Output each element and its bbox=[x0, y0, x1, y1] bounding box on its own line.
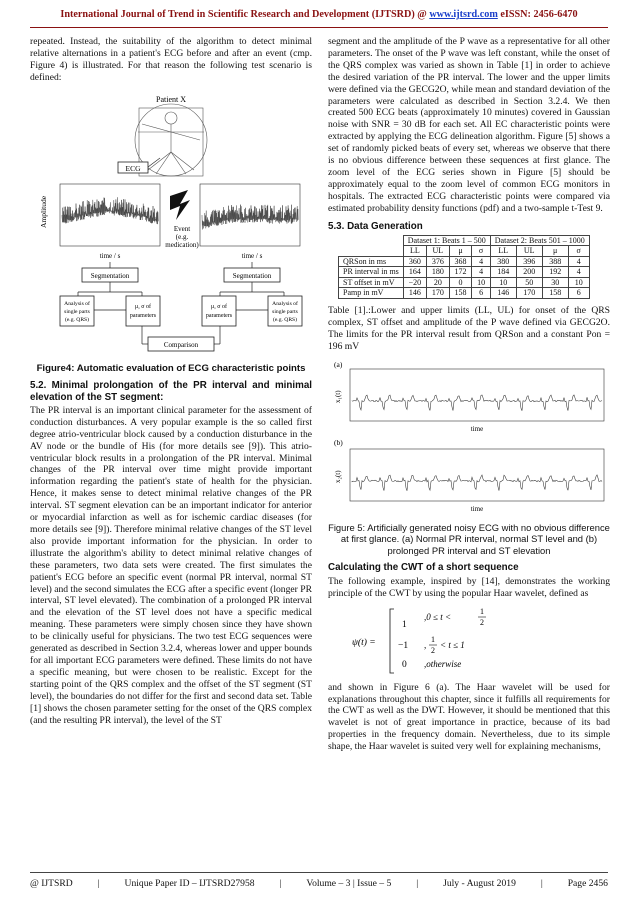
half-num-1: 1 bbox=[480, 606, 484, 616]
ecg-panel-b bbox=[350, 449, 604, 501]
lightning-icon bbox=[170, 190, 190, 220]
table-cell: 360 bbox=[403, 256, 426, 267]
table-row-label: Pamp in mV bbox=[339, 288, 404, 299]
table-cell: 170 bbox=[516, 288, 542, 299]
params-box-left bbox=[126, 296, 160, 326]
footer-rule bbox=[30, 872, 608, 873]
section-5-3-heading: 5.3. Data Generation bbox=[328, 220, 423, 232]
formula-cond-3: ,otherwise bbox=[424, 658, 462, 669]
table-group-2: Dataset 2: Beats 501 – 1000 bbox=[490, 235, 589, 246]
table-col-header: LL bbox=[490, 246, 516, 257]
right-paragraph-1: segment and the amplitude of the P wave as a representative for all other parameters. The onset of the P wave was left constant, while the onset of the QRS complex was varied as shown in Table [1] in order to achieve the desired variation of the PR interval. The lower and the upper limits were defined via the GECG2O, while mean and standard deviation of the parameters were calculated as described in Section 3.2.4. We then created 500 ECG beats (approximately 10 minutes) covered in Gaussian noise with SNR = 30 dB for each set. All EC characteristic points were extracted by applying the ECG delineation algorithm. Figure [5] shows a set of randomly picked beats of every set, whereas we observe that there is no obvious difference between these sequences at first glance. The zoom level of the ECG series shown in Figure [5] should be approximately equal to the zoom level of common ECG monitors in hospitals. The extracted ECG characteristic points were compared via estimated probability density functions (pdf) and a two-sample t-Test 9. bbox=[328, 36, 610, 214]
header-rule bbox=[30, 27, 608, 28]
formula-cond-1: ,0 ≤ t < bbox=[424, 611, 452, 622]
params-line1-right: μ, σ of bbox=[211, 303, 227, 310]
ecg-plot-before bbox=[60, 184, 160, 246]
table-col-header: μ bbox=[542, 246, 568, 257]
table-row-label: QRSon in ms bbox=[339, 256, 404, 267]
event-label: Event bbox=[173, 224, 191, 233]
table-col-header: UL bbox=[516, 246, 542, 257]
table-cell: 380 bbox=[490, 256, 516, 267]
table-cell: 368 bbox=[449, 256, 472, 267]
section-5-2-body: The PR interval is an important clinical parameter for the assessment of conduction disturbances. A very popular example is the so called first degree atrio-ventricular block caused by a conduction disturbance in the AV node or the bundle of His (for more details see [9]). This atrio-ventricular block results in a prolongation of the PR interval. Minimal changes of the PR interval over time might provide important information regarding the patient's state of health for the physician. Hence, it makes sense to detect minimal relative changes of the PR interval. ST segment elevation can be an important indicator for anterior or myocardial infarction as well as for ischemic cardiac diseases (for more details see [9]). Therefore minimal relative changes of the ST level also provide important information for the physician. In order to illustrate the algorithm's ability to detect minimal relative changes of these parameters, two data sets were created. The first simulates the patient's ECG before an specific event (normal PR interval, normal ST level) and the second simulates the ECG after a specific event (longer PR interval, ST level elevated). The combination of a prolonged PR interval and the elevation of the ST level does not have a specific medical meaning. These parameters were simply chosen since they have shown to be clinically useful for physicians. The two test ECG sequences were generated as described in Section 3.2.4, whereas lower and upper bounds for all important ECG parameters were defined. These limits do not have a specific meaning, but were chosen to be realistic. Except for the starting point of the QRS complex and the offset of the ST segment (ST level), the boundaries do not differ for the first and second data set. Table [1] shows the chosen parameter setting for the onset of the QRS complex (and the resulting PR interval), the level of the ST bbox=[30, 404, 312, 726]
running-header bbox=[0, 9, 638, 20]
half-den-1: 2 bbox=[480, 617, 484, 627]
panel-a-label: (a) bbox=[334, 359, 343, 369]
table-row-label: ST offset in mV bbox=[339, 277, 404, 288]
right-column bbox=[328, 36, 610, 753]
table-cell: 158 bbox=[542, 288, 568, 299]
table-cell: 184 bbox=[490, 267, 516, 278]
figure-5-caption: Figure 5: Artificially generated noisy ECG with no obvious difference at first glance. (a) Normal PR interval, normal ST level and (b) prolonged PR interval and ST elevation bbox=[328, 521, 610, 556]
table-header-row bbox=[339, 246, 590, 257]
table-cell: 396 bbox=[516, 256, 542, 267]
cwt-intro: The following example, inspired by [14], demonstrates the working principle of the CWT by using the popular Haar wavelet, defined as bbox=[328, 575, 610, 599]
table-col-header: μ bbox=[449, 246, 472, 257]
haar-formula-svg bbox=[328, 603, 610, 679]
table-cell: 0 bbox=[449, 277, 472, 288]
table-cell: 10 bbox=[490, 277, 516, 288]
table-cell: 6 bbox=[472, 288, 490, 299]
footer-sep: | bbox=[540, 878, 543, 889]
panel-a-ylabel: x₁(t) bbox=[334, 390, 342, 403]
table-cell: 30 bbox=[542, 277, 568, 288]
formula-value-1: 1 bbox=[402, 619, 407, 630]
table-group-1: Dataset 1: Beats 1 – 500 bbox=[403, 235, 490, 246]
table-row bbox=[339, 277, 590, 288]
figure-4-caption: Figure4: Automatic evaluation of ECG characteristic points bbox=[36, 362, 306, 374]
table-row-label: PR interval in ms bbox=[339, 267, 404, 278]
figure-5 bbox=[328, 359, 610, 519]
table-cell: −20 bbox=[403, 277, 426, 288]
ecg-plot-after bbox=[200, 184, 300, 246]
analysis-line1-left: Analysis of bbox=[64, 300, 90, 307]
ecg-label: ECG bbox=[125, 163, 141, 173]
analysis-line2-right: single parts bbox=[272, 308, 298, 315]
amplitude-label: Amplitude bbox=[39, 195, 48, 228]
haar-formula bbox=[328, 603, 610, 679]
half-den-2: 2 bbox=[431, 645, 435, 655]
time-axis-label-left: time / s bbox=[99, 251, 121, 260]
table-cell: 180 bbox=[427, 267, 450, 278]
table-cell: 146 bbox=[490, 288, 516, 299]
footer-page: Page 2456 bbox=[567, 878, 608, 889]
figure-4 bbox=[30, 88, 312, 360]
table-cell: 192 bbox=[542, 267, 568, 278]
table-cell: 50 bbox=[516, 277, 542, 288]
analysis-line2-left: single parts bbox=[64, 308, 90, 315]
table-col-header: σ bbox=[472, 246, 490, 257]
table-cell: 10 bbox=[568, 277, 589, 288]
section-5-2-heading: 5.2. Minimal prolongation of the PR interval and minimal elevation of the ST segment: bbox=[30, 380, 312, 404]
table-cell: 10 bbox=[472, 277, 490, 288]
cwt-body: and shown in Figure 6 (a). The Haar wavelet will be used for explanations throughout this chapter, since it fulfills all requirements for the CWT as well as the DWT. However, it should be mentioned that this wavelet is not of great importance in practice, because of its bad properties in the frequency domain. Nevertheless, due to its simple shape, the Haar wavelet is suited very well for explaining mechanisms, bbox=[328, 681, 610, 753]
table-cell: 20 bbox=[427, 277, 450, 288]
footer-sep: | bbox=[416, 878, 419, 889]
footer-sep: | bbox=[279, 878, 282, 889]
table-cell: 164 bbox=[403, 267, 426, 278]
params-box-right bbox=[202, 296, 236, 326]
table-1 bbox=[338, 235, 590, 300]
params-line1-left: μ, σ of bbox=[135, 303, 151, 310]
params-line2-left: parameters bbox=[129, 312, 157, 319]
table-1-caption: Table [1].:Lower and upper limits (LL, UL) for onset of the QRS complex, ST offset and amplitude of the P wave defined via GECG2O. The limits for the PR interval result from QRSon and a constant Pon = 196 mV bbox=[328, 305, 610, 352]
table-cell: 4 bbox=[568, 267, 589, 278]
params-line2-right: parameters bbox=[205, 312, 233, 319]
formula-value-2: −1 bbox=[398, 640, 409, 651]
footer-journal: @ IJTSRD bbox=[30, 878, 73, 889]
intro-paragraph: repeated. Instead, the suitability of the algorithm to detect minimal relative alternations in a patient's ECG before and after an event (cmp. Figure 4) is illustrated. For that reason the following test scenario is defined: bbox=[30, 36, 312, 83]
table-col-header: LL bbox=[403, 246, 426, 257]
figure-5-plots bbox=[328, 359, 610, 519]
table-row bbox=[339, 256, 590, 267]
table-cell: 376 bbox=[427, 256, 450, 267]
table-col-header: σ bbox=[568, 246, 589, 257]
time-axis-label-right: time / s bbox=[241, 251, 263, 260]
table-cell: 6 bbox=[568, 288, 589, 299]
panel-b-ylabel: x₂(t) bbox=[334, 470, 342, 483]
figure-4-diagram bbox=[30, 88, 312, 360]
footer-paper-id: Unique Paper ID – IJTSRD27958 bbox=[124, 878, 255, 889]
analysis-line3-right: (e.g. QRS) bbox=[272, 316, 298, 323]
formula-lhs: ψ(t) = bbox=[352, 637, 376, 648]
table-cell: 388 bbox=[542, 256, 568, 267]
event-example-label: (e.g. bbox=[175, 232, 189, 241]
table-row bbox=[339, 288, 590, 299]
formula-value-3: 0 bbox=[402, 659, 407, 670]
panel-b-xlabel: time bbox=[470, 504, 484, 513]
table-cell: 200 bbox=[516, 267, 542, 278]
journal-url-link[interactable]: www.ijtsrd.com bbox=[429, 9, 498, 20]
page-footer bbox=[30, 878, 608, 889]
table-col-header: UL bbox=[427, 246, 450, 257]
table-cell: 4 bbox=[568, 256, 589, 267]
panel-b-label: (b) bbox=[334, 437, 343, 447]
table-cell: 4 bbox=[472, 267, 490, 278]
half-num-2: 1 bbox=[431, 634, 435, 644]
footer-volume: Volume – 3 | Issue – 5 bbox=[306, 878, 392, 889]
table-cell: 158 bbox=[449, 288, 472, 299]
panel-a-xlabel: time bbox=[470, 424, 484, 433]
patient-label: Patient X bbox=[156, 94, 186, 104]
analysis-line3-left: (e.g. QRS) bbox=[64, 316, 90, 323]
table-row bbox=[339, 267, 590, 278]
table-cell: 170 bbox=[427, 288, 450, 299]
table-cell: 172 bbox=[449, 267, 472, 278]
segmentation-label-left: Segmentation bbox=[90, 271, 130, 280]
formula-cond-2-sep: , bbox=[424, 639, 427, 650]
formula-cond-2: < t ≤ 1 bbox=[440, 639, 465, 650]
ecg-panel-a bbox=[350, 369, 604, 421]
footer-sep: | bbox=[97, 878, 100, 889]
table-cell: 4 bbox=[472, 256, 490, 267]
event-medication-label: medication) bbox=[165, 240, 199, 249]
cwt-heading: Calculating the CWT of a short sequence bbox=[328, 561, 519, 573]
footer-date: July - August 2019 bbox=[443, 878, 516, 889]
analysis-line1-right: Analysis of bbox=[272, 300, 298, 307]
left-column bbox=[30, 36, 312, 726]
segmentation-label-right: Segmentation bbox=[232, 271, 272, 280]
eissn: eISSN: 2456-6470 bbox=[497, 9, 578, 20]
journal-name: International Journal of Trend in Scientific Research and Development (IJTSRD) @ bbox=[60, 9, 430, 20]
comparison-label: Comparison bbox=[163, 340, 199, 349]
table-cell: 146 bbox=[403, 288, 426, 299]
